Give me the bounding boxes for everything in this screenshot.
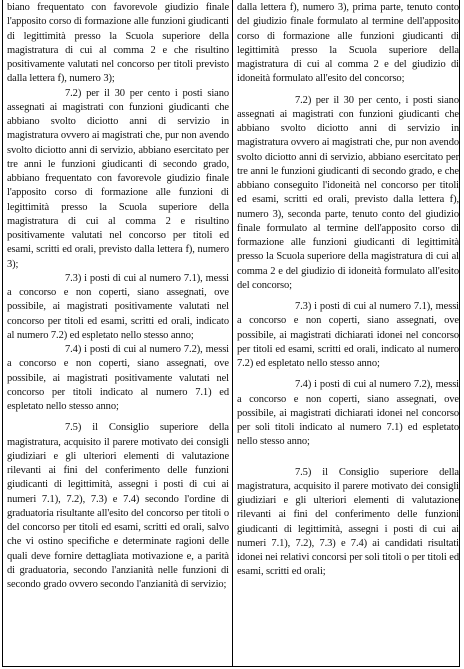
- left-paragraph-7-5: 7.5) il Consiglio superiore della magistratura, acquisito il parere motivato dei consigli giudiziari e gli ulteriori elementi di valutazione rilevanti ai fini del conferimento delle funzioni giudicanti di legittimità, assegni i posti di cui ai numeri 7.1), 7.2), 7.3) e 7.4) secondo l'ordine di graduatoria risultante all'esito del concorso per titoli o del concorso per titoli ed esami, scritti ed orali, salvo che vi ostino specifiche e determinate ragioni delle quali deve fornire dettagliata motivazione e, a parità di graduatoria, secondo l'anzianità nelle funzioni di secondo grado ovvero secondo l'anzianità di servizio;: [7, 422, 229, 590]
- left-paragraph-continuation: biano frequentato con favorevole giudizio finale l'apposito corso di formazione alle funzioni giudicanti di legittimità presso la Scuola superiore della magistratura di cui al comma 2 e che risultino positivamente valutati nel concorso per titoli previsto dalla lettera f), numero 3);: [7, 2, 229, 85]
- left-paragraph-7-3: 7.3) i posti di cui al numero 7.1), messi a concorso e non coperti, siano assegnati, ove possibile, ai magistrati positivamente valutati nel concorso per titoli ed esami, scritti ed orali, indicato al numero 7.2) ed espletato nello stesso anno;: [7, 272, 229, 341]
- left-paragraph-7-4: 7.4) i posti di cui al numero 7.2), messi a concorso e non coperti, siano assegnati, ove possibile, ai magistrati positivamente valutati nel concorso per titoli indicato al numero 7.1) ed espletato nello stesso anno;: [7, 344, 229, 412]
- document-page: [2, 0, 460, 667]
- left-column: [7, 1, 229, 665]
- right-paragraph-continuation: dalla lettera f), numero 3), prima parte, tenuto conto del giudizio finale formulato al termine dell'apposito corso di formazione alle funzioni giudicanti di legittimità presso la Scuola superiore della magistratura di cui al comma 2 e del giudizio di idoneità formulato all'esito del concorso;: [237, 2, 459, 85]
- right-column: [237, 1, 459, 665]
- left-paragraph-7-2: 7.2) per il 30 per cento i posti siano assegnati ai magistrati con funzioni giudicanti che abbiano svolto diciotto anni di servizio in magistratura ovvero ai magistrati che, pur non avendo svolto diciotto anni di servizio, abbiano esercitato per tre anni le funzioni giudicanti di secondo grado, abbiano frequentato con favorevole giudizio finale l'apposito corso di formazione alle funzioni di legittimità presso la Scuola superiore della magistratura di cui al comma 2 e risultino positivamente valutati nel concorso per titoli ed esami, scritti ed orali, previsto dalla lettera f), numero 3);: [7, 87, 229, 270]
- right-paragraph-7-2: 7.2) per il 30 per cento, i posti siano assegnati ai magistrati con funzioni giudicanti che abbiano svolto diciotto anni di servizio in magistratura ovvero ai magistrati che, pur non avendo svolto diciotto anni di servizio, abbiano esercitato per tre anni le funzioni giudicanti di secondo grado, e che abbiano conseguito l'idoneità nel concorso per titoli ed esami, scritti ed orali, previsto dalla lettera f), numero 3), seconda parte, tenuto conto del giudizio finale formulato al termine dell'apposito corso di formazione alle funzioni giudicanti di legittimità presso la Scuola superiore della magistratura di cui al comma 2 e del giudizio di idoneità formulato all'esito del concorso;: [237, 94, 459, 291]
- right-paragraph-7-4: 7.4) i posti di cui al numero 7.2), messi a concorso e non coperti, siano assegnati, ove possibile, ai magistrati dichiarati idonei nel concorso per soli titoli indicato al numero 7.1) ed espletato nello stesso anno;: [237, 379, 459, 448]
- right-paragraph-7-5: 7.5) il Consiglio superiore della magistratura, acquisito il parere motivato dei consigli giudiziari e gli ulteriori elementi di valutazione rilevanti ai fini del conferimento delle funzioni giudicanti di legittimità, assegni i posti di cui ai numeri 7.1), 7.2), 7.3) e 7.4) ai candidati risultati idonei nei relativi concorsi per soli titoli o per titoli ed esami, scritti ed orali;: [237, 466, 459, 578]
- right-paragraph-7-3: 7.3) i posti di cui al numero 7.1), messi a concorso e non coperti, siano assegnati, ove possibile, ai magistrati dichiarati idonei nel concorso per titoli ed esami, scritti ed orali, indicato al numero 7.2) ed espletato nello stesso anno;: [237, 301, 459, 369]
- column-divider: [232, 0, 233, 667]
